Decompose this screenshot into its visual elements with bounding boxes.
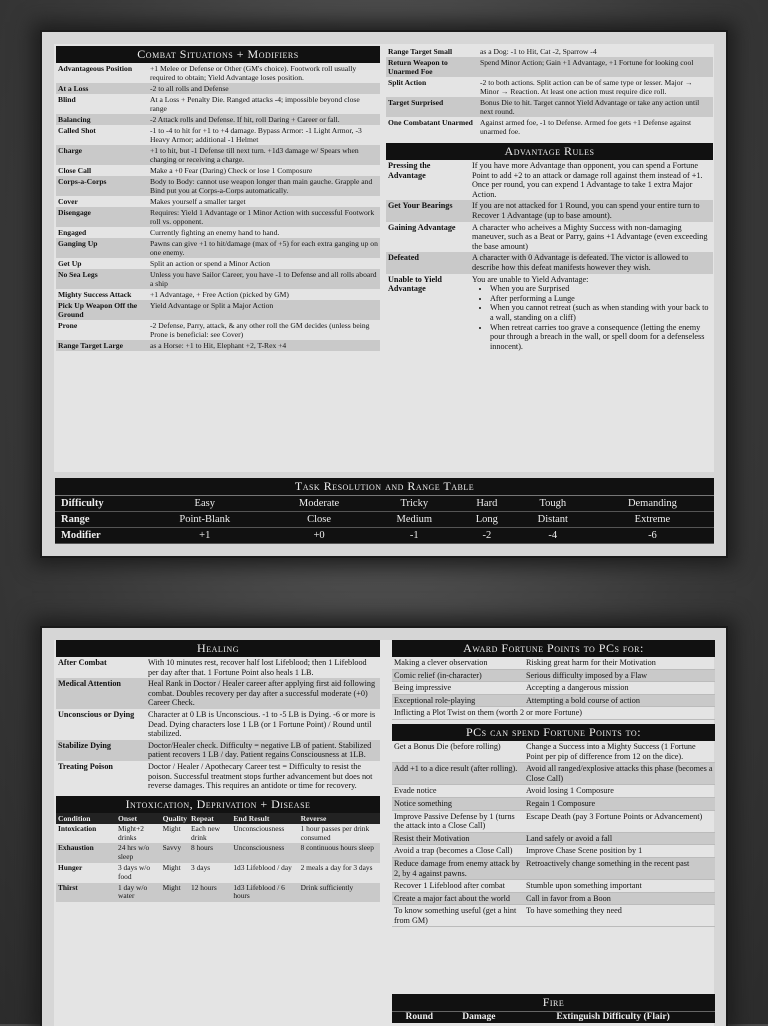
combat-situation-description: Yield Advantage or Split a Major Action [148, 300, 380, 320]
award-item: Inflicting a Plot Twist on them (worth 2 or more Fortune) [392, 707, 715, 720]
combat-situation-term: Ganging Up [56, 238, 148, 258]
combat-situation-row [56, 63, 380, 83]
combat-situation-row [56, 258, 380, 269]
combat-situation-row [386, 46, 713, 57]
task-cell: Hard [476, 498, 498, 509]
task-row-label: Difficulty [61, 498, 104, 509]
award-item: Accepting a dangerous mission [524, 682, 715, 695]
spend-item: Land safely or avoid a fall [524, 832, 715, 845]
advantage-rule-description: If you have more Advantage than opponent, you can spend a Fortune Point to add +2 to an attack or damage roll against them instead of +1. Once per round, you can expend 1 Advantage to take 1 extra Major Action. [472, 161, 703, 199]
combat-situation-row [56, 238, 380, 258]
combat-situation-term: Called Shot [58, 126, 96, 135]
task-cell: Point-Blank [179, 514, 231, 525]
healing-rule-row [56, 709, 380, 740]
intox-cell: Might+2 drinks [118, 823, 144, 842]
advantage-rule-description: A character who acheives a Mighty Success with non-damaging maneuver, such as a Beat or Parry, gains +1 Advantage (even exceeding the base amount) [472, 222, 708, 251]
task-cell: Tricky [400, 498, 429, 509]
intox-cell: Might [162, 823, 181, 833]
spend-row [392, 785, 715, 798]
combat-situation-term: Corps-a-Corps [56, 176, 148, 196]
combat-situation-row [56, 165, 380, 176]
task-cell: +0 [313, 530, 325, 541]
intox-cell: 1d3 Lifeblood / day [233, 862, 292, 872]
spend-row [392, 880, 715, 893]
combat-situation-description: Requires: Yield 1 Advantage or 1 Minor Action with successful Footwork roll vs. opponent. [148, 207, 380, 227]
task-cell: Long [475, 514, 498, 525]
intox-cell: 3 days [191, 862, 211, 872]
combat-situation-term: Range Target Large [56, 340, 148, 351]
intox-cell: 2 meals a day for 3 days [300, 862, 373, 872]
intox-header: Condition [56, 813, 116, 824]
healing-rule-term: Medical Attention [56, 678, 146, 709]
combat-situation-description: Unless you have Sailor Career, you have -1 to Defense and all rolls aboard a ship [148, 269, 380, 289]
combat-situations-table-2 [386, 46, 713, 137]
healing-rule-term: Treating Poison [58, 761, 113, 771]
intox-cell: Unconsciousness [231, 843, 298, 863]
intox-cell: 1 hour passes per drink consumed [300, 823, 370, 842]
spend-row [392, 797, 715, 810]
combat-situation-description: Pawns can give +1 to hit/damage (max of +5) for each extra ganging up on one enemy. [148, 238, 380, 258]
unable-yield-list [472, 284, 711, 351]
combat-situation-row [56, 125, 380, 145]
award-item: Being impressive [392, 682, 524, 695]
unable-yield-item: • After performing a Lunge [490, 294, 711, 304]
fire-header: Round [405, 1012, 434, 1022]
task-row [55, 496, 714, 512]
intox-cell: 8 hours [189, 843, 231, 863]
task-cell: +1 [199, 530, 211, 541]
task-cell: Moderate [298, 498, 340, 509]
task-cell: Extreme [634, 514, 671, 525]
combat-situation-row [56, 94, 380, 114]
healing-rule-row [56, 761, 380, 792]
healing-rule-description: Heal Rank in Doctor / Healer career after applying first aid following combat. Doubles recovery per day after a successful moderate (+0) Career Check. [146, 678, 380, 709]
award-row [392, 694, 715, 707]
combat-situation-term: Advantageous Position [58, 64, 133, 73]
intox-header: End Result [231, 813, 298, 824]
combat-situation-term: Engaged [58, 228, 87, 237]
combat-situation-term: Split Action [388, 78, 427, 87]
award-row [392, 669, 715, 682]
combat-situation-term: Range Target Small [388, 47, 453, 56]
advantage-rule-row [386, 160, 713, 200]
combat-situation-row [386, 97, 713, 117]
spend-row [392, 810, 715, 832]
combat-situation-description: At a Loss + Penalty Die. Ranged attacks -4; impossible beyond close range [150, 95, 360, 113]
combat-situation-description: Against armed foe, -1 to Defense. Armed foe gets +1 Defense against unarmed foe. [480, 118, 692, 136]
spend-item: To have something they need [524, 905, 715, 927]
intox-cell: Intoxication [58, 823, 97, 833]
combat-situation-description: Currently fighting an enemy hand to hand. [150, 228, 280, 237]
fire-header-row [392, 1012, 715, 1023]
intox-cell: Unconsciousness [233, 823, 285, 833]
fire-table [392, 994, 715, 1023]
combat-situation-row [386, 77, 713, 97]
intox-cell: Savvy [161, 843, 189, 863]
spend-item: Regain 1 Composure [524, 797, 715, 810]
healing-rule-term: Unconscious or Dying [58, 709, 135, 719]
unable-yield-item: • When you cannot retreat (such as when standing with your back to a wall, standing on a cliff) [490, 303, 711, 322]
spend-item: Notice something [392, 797, 524, 810]
spend-item: Escape Death (pay 3 Fortune Points or Advancement) [524, 810, 715, 832]
combat-situation-description: +1 Melee or Defense or Other (GM's choice). Footwork roll usually required to obtain; Yield Advantage loses position. [150, 64, 357, 82]
award-row [392, 657, 715, 669]
task-resolution-table [55, 478, 714, 544]
combat-situation-term: One Combatant Unarmed [388, 118, 473, 127]
award-item: Exceptional role-playing [392, 694, 524, 707]
combat-situation-description: +1 Advantage, + Free Action (picked by GM) [150, 290, 289, 299]
task-cell: Close [307, 514, 331, 525]
spend-item: Avoid all ranged/explosive attacks this phase (becomes a Close Call) [524, 763, 715, 785]
healing-rule-description: Character at 0 LB is Unconscious. -1 to -5 LB is Dying. -6 or more is Dead. Dying characters lose 1 LB (or 1 Fortune Point) / Round until stabilized. [148, 709, 376, 739]
healing-rule-row [56, 740, 380, 761]
spend-row [392, 845, 715, 858]
combat-situation-row [56, 269, 380, 289]
spend-row [392, 857, 715, 879]
intoxication-title: Intoxication, Deprivation + Disease [56, 796, 380, 813]
advantage-rule-description: If you are not attacked for 1 Round, you can spend your entire turn to Recover 1 Advantage (up to base amount). [470, 200, 713, 221]
intox-cell: 12 hours [189, 883, 231, 903]
spend-item: Improve Passive Defense by 1 (turns the attack into a Close Call) [392, 810, 524, 832]
combat-situation-description: Body to Body: cannot use weapon longer than main gauche. Grapple and Bind put you at Corps-a-Corps automatically. [148, 176, 380, 196]
combat-situation-description: as a Dog: -1 to Hit, Cat -2, Sparrow -4 [480, 47, 597, 56]
intox-header-row [56, 813, 380, 824]
combat-situation-description: Bonus Die to hit. Target cannot Yield Advantage or take any action until next round. [478, 97, 713, 117]
intox-cell: Might [162, 862, 181, 872]
award-row [392, 707, 715, 720]
combat-situation-term: Balancing [56, 114, 148, 125]
intox-header: Reverse [299, 813, 380, 824]
combat-situation-row [56, 300, 380, 320]
unable-yield-intro: You are unable to Yield Advantage: [472, 274, 589, 284]
task-row [55, 528, 714, 544]
advantage-rule-row [386, 222, 713, 253]
healing-fortune-card [40, 626, 728, 1026]
combat-situation-description: +1 to hit, but -1 Defense till next turn. +1d3 damage w/ Spears when charging or receiving a charge. [148, 145, 380, 165]
spend-row [392, 905, 715, 927]
task-cell: Tough [539, 498, 567, 509]
combat-situation-row [56, 207, 380, 227]
combat-situation-term: Charge [56, 145, 148, 165]
combat-situation-row [56, 176, 380, 196]
spend-row [392, 741, 715, 763]
award-fortune-title: Award Fortune Points to PCs for: [392, 640, 715, 657]
advantage-rule-row [386, 200, 713, 221]
intox-cell: 1d3 Lifeblood / 6 hours [231, 883, 298, 903]
spend-item: Create a major fact about the world [392, 892, 524, 905]
combat-situation-term: Get Up [58, 259, 82, 268]
task-cell: Medium [396, 514, 433, 525]
healing-title: Healing [56, 640, 380, 657]
task-cell: -2 [482, 530, 492, 541]
spend-fortune-table [392, 741, 715, 928]
intox-row [56, 824, 380, 844]
intox-header: Onset [116, 813, 161, 824]
combat-situation-term: At a Loss [56, 83, 148, 94]
combat-reference-card [40, 30, 728, 558]
intox-header: Quality [162, 813, 188, 823]
intox-cell: Each new drink [191, 823, 220, 842]
advantage-rule-description [470, 274, 713, 353]
fire-header: Extinguish Difficulty (Flair) [556, 1012, 670, 1022]
combat-situation-row [56, 320, 380, 340]
advantage-rule-row [386, 274, 713, 353]
healing-rule-description: Doctor / Healer / Apothecary Career test = Difficulty to resist the poison. Successful treatment stops further advancement but does not reverse damages. This requires an antidote or time for recovery. [148, 761, 373, 791]
combat-situation-row [386, 57, 713, 77]
fire-title: Fire [392, 994, 715, 1012]
intox-cell: 3 days w/o food [118, 862, 151, 881]
combat-situation-description: -2 to all rolls and Defense [148, 83, 380, 94]
combat-situations-title: Combat Situations + Modifiers [56, 46, 380, 63]
healing-rule-term: Stabilize Dying [56, 740, 146, 761]
task-row-label: Range [61, 514, 90, 525]
healing-rule-description: With 10 minutes rest, recover half lost Lifeblood; then 1 Lifeblood per day after that. 1 Fortune Point also heals 1 LB. [148, 658, 367, 677]
award-fortune-table [392, 657, 715, 720]
healing-table [56, 657, 380, 792]
combat-situation-row [56, 196, 380, 207]
spend-row [392, 832, 715, 845]
combat-situations-continued [386, 46, 713, 352]
combat-situation-term: Cover [58, 197, 78, 206]
fire-header: Damage [462, 1012, 496, 1022]
spend-item: Avoid a trap (becomes a Close Call) [392, 845, 524, 858]
combat-situation-term: Mighty Success Attack [58, 290, 132, 299]
advantage-rule-row [386, 252, 713, 273]
intox-cell: 24 hrs w/o sleep [116, 843, 161, 863]
combat-situation-row [56, 114, 380, 125]
combat-situation-description: -1 to -4 to hit for +1 to +4 damage. Bypass Armor: -1 Light Armor, -3 Heavy Armor; additional -1 Helmet [150, 126, 362, 144]
healing-rule-description: Doctor/Healer check. Difficulty = negative LB of patient. Stabilized patient recovers 1 LB / day. Patient regains Consciousness at 1LB. [146, 740, 380, 761]
healing-rule-row [56, 657, 380, 678]
task-cell: Demanding [627, 498, 677, 509]
task-cell: -6 [648, 530, 657, 541]
spend-item: Add +1 to a dice result (after rolling). [392, 763, 524, 785]
spend-item: Retroactively change something in the recent past [524, 857, 715, 879]
task-cell: Easy [194, 498, 215, 509]
award-item: Risking great harm for their Motivation [524, 657, 715, 669]
spend-row [392, 892, 715, 905]
combat-situation-description: -2 to both actions. Split action can be of same type or lesser. Major → Minor → Reaction. At least one action must require dice roll. [480, 78, 693, 96]
award-item: Making a clever observation [392, 657, 524, 669]
intox-cell: 1 day w/o water [116, 883, 161, 903]
spend-item: Get a Bonus Die (before rolling) [392, 741, 524, 763]
intox-row [56, 843, 380, 863]
task-row-label: Modifier [61, 530, 101, 541]
spend-item: Change a Success into a Mighty Success (1 Fortune Point per pip of difference from 12 on the dice). [524, 741, 715, 763]
combat-situation-term: Blind [58, 95, 76, 104]
combat-situation-description: Split an action or spend a Minor Action [150, 259, 271, 268]
spend-item: Call in favor from a Boon [524, 892, 715, 905]
combat-situation-description: as a Horse: +1 to Hit, Elephant +2, T-Rex +4 [148, 340, 380, 351]
healing-rule-row [56, 678, 380, 709]
unable-yield-item: • When retreat carries too grave a consequence (letting the enemy pour through a breach in the wall, or spell doom for a defenseless innocent). [490, 323, 711, 352]
combat-situation-row [56, 340, 380, 351]
spend-item: Evade notice [392, 785, 524, 798]
intox-row [56, 863, 380, 883]
healing-rule-term: After Combat [58, 658, 107, 667]
combat-situation-term: Pick Up Weapon Off the Ground [56, 300, 148, 320]
combat-situation-term: Target Surprised [386, 97, 478, 117]
combat-situation-term: Return Weapon to Unarmed Foe [386, 57, 478, 77]
combat-situations-table [56, 63, 380, 351]
combat-situation-description: -2 Defense, Parry, attack, & any other roll the GM decides (unless being Prone is beneficial: see Cover) [150, 321, 370, 339]
combat-situation-row [386, 117, 713, 137]
task-resolution-title: Task Resolution and Range Table [55, 478, 714, 496]
combat-situation-term: Prone [58, 321, 78, 330]
combat-situation-row [56, 289, 380, 300]
advantage-rules-title: Advantage Rules [386, 143, 713, 160]
combat-situation-description: Spend Minor Action; Gain +1 Advantage, +1 Fortune for looking cool [478, 57, 713, 77]
combat-situation-term: Close Call [58, 166, 92, 175]
intox-row [56, 883, 380, 903]
spend-item: To know something useful (get a hint from GM) [392, 905, 524, 927]
combat-situation-row [56, 227, 380, 238]
combat-situation-description: Make a +0 Fear (Daring) Check or lose 1 Composure [150, 166, 313, 175]
combat-situations-section [56, 46, 380, 351]
combat-situation-row [56, 83, 380, 94]
intoxication-table [56, 813, 380, 902]
award-item: Attempting a bold course of action [524, 694, 715, 707]
advantage-rule-term: Get Your Bearings [386, 200, 470, 221]
intox-cell: Drink sufficiently [299, 883, 380, 903]
intox-cell: Might [161, 883, 189, 903]
combat-situation-term: No Sea Legs [56, 269, 148, 289]
advantage-rule-term: Defeated [386, 252, 470, 273]
award-item: Comic relief (in-character) [392, 669, 524, 682]
combat-situation-description: -2 Attack rolls and Defense. If hit, roll Daring + Career or fall. [148, 114, 380, 125]
advantage-rules-table [386, 160, 713, 352]
advantage-rule-description: A character with 0 Advantage is defeated. The victor is allowed to describe how this defeat manifests however they wish. [470, 252, 713, 273]
intox-cell: 8 continuous hours sleep [299, 843, 380, 863]
spend-item: Avoid losing 1 Composure [524, 785, 715, 798]
advantage-rule-term: Pressing the Advantage [388, 161, 431, 180]
unable-yield-item: • When you are Surprised [490, 284, 711, 294]
spend-item: Recover 1 Lifeblood after combat [392, 880, 524, 893]
spend-item: Resist their Motivation [392, 832, 524, 845]
award-row [392, 682, 715, 695]
combat-situation-term: Disengage [56, 207, 148, 227]
advantage-rule-term: Unable to Yield Advantage [388, 274, 442, 294]
combat-situation-row [56, 145, 380, 165]
spend-fortune-title: PCs can spend Fortune Points to: [392, 724, 715, 741]
combat-situation-description: Makes yourself a smaller target [150, 197, 246, 206]
task-cell: Distant [537, 514, 568, 525]
spend-row [392, 763, 715, 785]
spend-item: Stumble upon something important [524, 880, 715, 893]
advantage-rule-term: Gaining Advantage [388, 222, 456, 232]
intox-cell: Exhaustion [56, 843, 116, 863]
intox-header: Repeat [189, 813, 231, 824]
intox-cell: Thirst [56, 883, 116, 903]
task-row [55, 512, 714, 528]
healing-section [56, 640, 380, 902]
intox-cell: Hunger [58, 862, 83, 872]
task-cell: -1 [409, 530, 419, 541]
spend-item: Reduce damage from enemy attack by 2, by 4 against pawns. [392, 857, 524, 879]
fortune-section [392, 640, 715, 927]
spend-item: Improve Chase Scene position by 1 [524, 845, 715, 858]
award-item: Serious difficulty imposed by a Flaw [524, 669, 715, 682]
task-cell: -4 [548, 530, 558, 541]
